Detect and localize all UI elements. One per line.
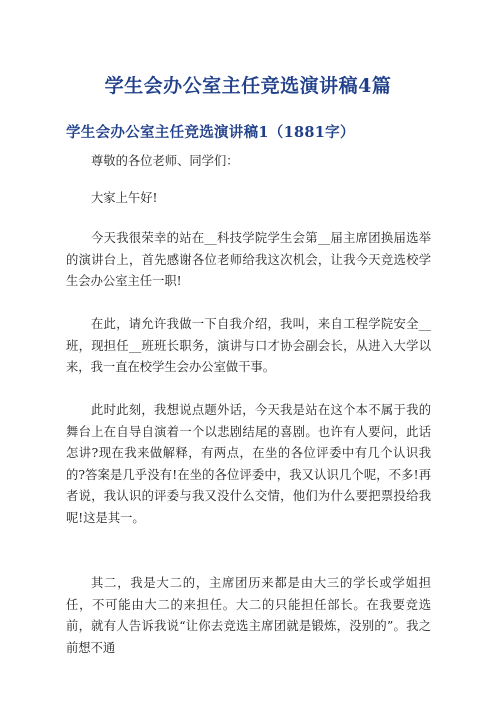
paragraph-digression: 此时此刻，我想说点题外话，今天我是站在这个本不属于我的舞台上在自导自演着一个以悲剧结尾的喜剧。也许有人要问，此话怎讲?现在我来做解释，有两点，在坐的各位评委中有几个认识我的?答案是几乎没有!在坐的各位评委中，我又认识几个呢，不多!再者说，我认识的评委与我又没什么交情，他们为什么要把票投给我呢!这是其一。 xyxy=(66,403,431,525)
paragraph-intro: 今天我很荣幸的站在__科技学院学生会第__届主席团换届选举的演讲台上，首先感谢各位老师给我这次机会，让我今天竞选校学生会办公室主任一职! xyxy=(66,231,431,289)
paragraph-second-point: 其二，我是大二的，主席团历来都是由大三的学长或学姐担任，不可能由大二的来担任。大二的只能担任部长。在我要竞选前，就有人告诉我说“让你去竞选主席团就是锻炼，没别的”。我之前想不通 xyxy=(66,576,431,655)
paragraph-salutation: 尊敬的各位老师、同学们： xyxy=(91,154,239,168)
document-title: 学生会办公室主任竞选演讲稿4篇 xyxy=(104,75,392,97)
section-heading: 学生会办公室主任竞选演讲稿1（1881字） xyxy=(66,124,355,141)
paragraph-greeting: 大家上午好! xyxy=(91,191,158,205)
paragraph-self-introduction: 在此，请允许我做一下自我介绍，我叫，来自工程学院安全__班，现担任__班班长职务，演讲与口才协会副会长，从进入大学以来，我一直在校学生会办公室做干事。 xyxy=(66,317,431,375)
